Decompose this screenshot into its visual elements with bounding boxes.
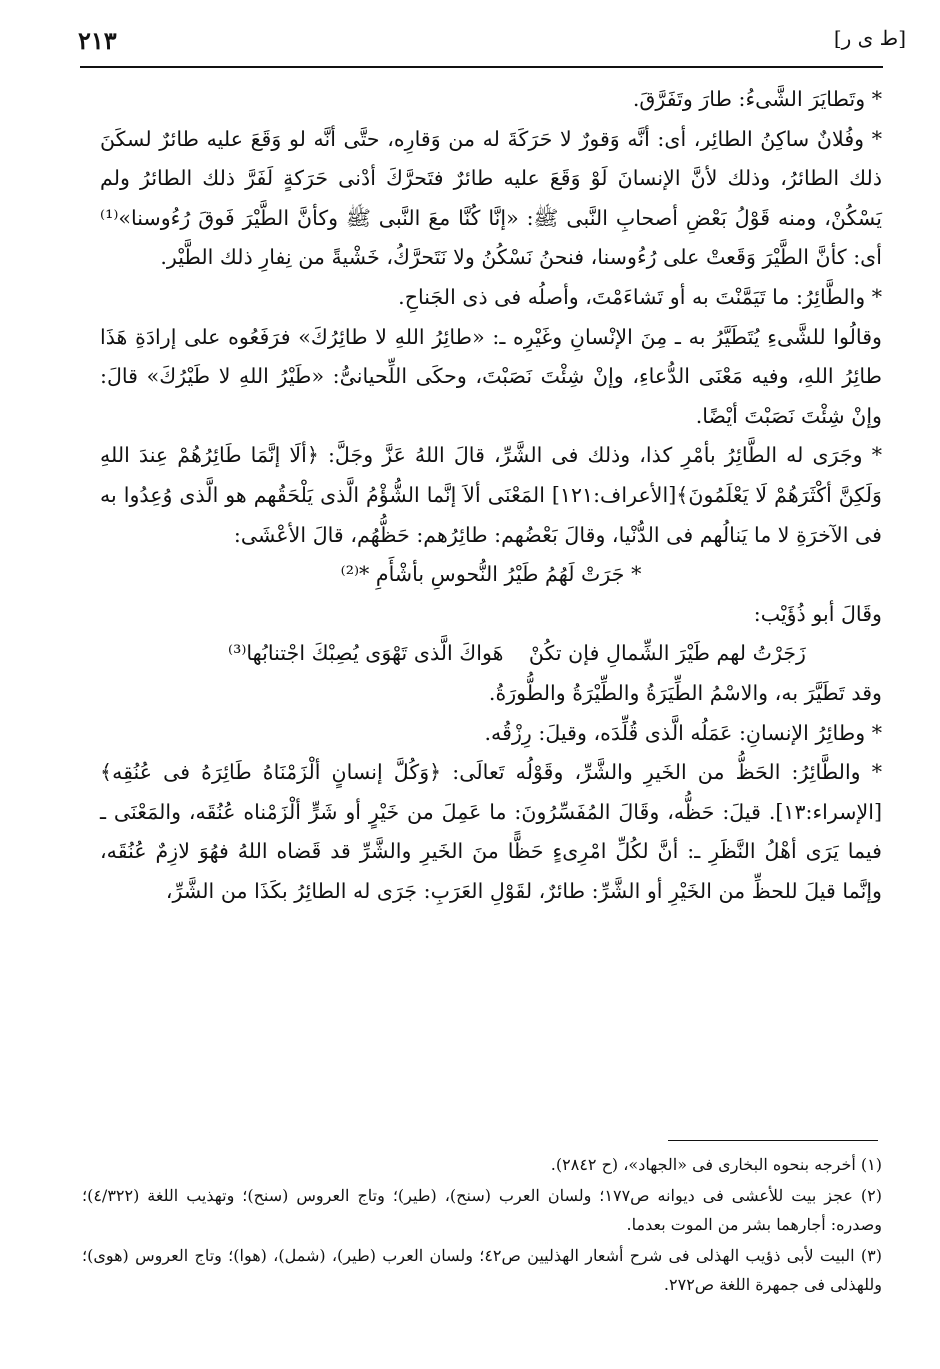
verse-first-hemistich: زَجَرْتُ لهم طَيْرَ الشِّمالِ فإن تكُنْ xyxy=(528,641,806,666)
footnote: (٢) عجز بيت للأعشى فى ديوانه ص١٧٧؛ ولسان العرب (سنح)، (طير)؛ وتاج العروس (سنح)؛ وتهذيب اللغة (٤/٣٢٢)؛ وصدره: أجارهما بشر من الموت بعدما. xyxy=(82,1186,882,1234)
footnotes xyxy=(82,1150,882,1301)
paragraph: وقالُوا للشَّىءِ يُتَطَيَّرُ به ـ مِنَ الإنْسانِ وغَيْرِه ـ: «طائِرُ اللهِ لا طائِرُكَ» فرَفَعُوه على إرادَةِ هَذَا طائِرُ اللهِ، وفيه مَعْنَى الدُّعاءِ، وإنْ شِئْتَ نَصَبْتَ، وحكَى اللِّحيانىُّ: «طَيْرُ اللهِ لا طَيْرُكَ» قالَ: وإنْ شِئْتَ نَصَبْتَ أيْضًا. xyxy=(100,324,882,428)
footnote: (٣) البيت لأبى ذؤيب الهذلى فى شرح أشعار الهذليين ص٤٢؛ ولسان العرب (طير)، (شمل)، (هوا)؛ وتاج العروس (هوى)؛ وللهذلى فى جمهرة اللغة ص٢٧٢. xyxy=(82,1246,883,1294)
paragraph: * وتَطايَرَ الشَّىءُ: طارَ وتَفَرَّقَ. xyxy=(632,87,882,111)
header-rule xyxy=(80,66,883,68)
paragraph: * والطَّائِرُ: ما تَيَمَّنْتَ به أو تَشاءَمْتَ، وأصلُه فى ذى الجَناحِ. xyxy=(398,284,882,309)
page-number: ٢١٣ xyxy=(78,26,117,55)
verse-abu-dhuayb xyxy=(100,634,882,674)
paragraph: * وفُلانٌ ساكِنُ الطائِر، أى: أنَّه وَقورٌ لا حَرَكَةَ له من وَقارِه، حتَّى أنَّه لو وَقَعَ عليه طائرٌ لسكَنَ ذلك الطائرُ، وذلك لأنَّ الإنسانَ لَوْ وَقَعَ عليه طائرٌ فتَحرَّكَ أدْنى حَرَكةٍ لَفَرَّ ذلك الطائرُ ولم يَسْكُنْ، ومنه قَوْلُ بَعْضِ أصحابِ النَّبى ﷺ: «إنَّا كُنَّا معَ النَّبى ﷺ وكأنَّ الطَّيْرَ فَوقَ رُءُوسنا»⁽¹⁾ أى: كأنَّ الطَّيْرَ وَقَعتْ على رُءُوسنا، فنحنُ نَسْكُنُ ولا نَتَحرَّكُ، خَشْيةً من نِفارِ ذلك الطَّيْر. xyxy=(100,126,883,270)
paragraph: وقد تَطَيَّرَ به، والاسْمُ الطِّيَرَةُ والطِّيْرَةُ والطُّورَةُ. xyxy=(488,680,882,705)
paragraph: * وجَرَى له الطَّائِرُ بأمْرِ كذا، وذلك فى الشَّرِّ، قالَ اللهُ عَزَّ وجَلَّ: ﴿ألَا إنَّمَا طَائِرُهُمْ عِندَ اللهِ وَلَكِنَّ أكْثَرَهُمْ لَا يَعْلَمُونَ﴾[الأعراف:١٢١] المَعْنَى ألاَ إنَّما الشُّؤْمُ الَّذى يَلْحَقُهم هو الَّذى وُعِدُوا به فى الآخرَةِ لا ما يَنالُهم فى الدُّنْيا، وقالَ بَعْضُهم: طائِرُهم: حَظُّهُم، قالَ الأعْشَى: xyxy=(100,443,883,547)
section-label: [ط ى ر] xyxy=(833,26,906,50)
main-text xyxy=(100,80,882,911)
paragraph: * وطائِرُ الإنسانِ: عَمَلُه الَّذى قُلِّدَه، وقيلَ: رِزْقُه. xyxy=(484,720,882,745)
verse-intro: وقَالَ أبو ذُؤَيْب: xyxy=(753,601,882,626)
footnote: (١) أخرجه بنحوه البخارى فى «الجهاد»، (ح ٢٨٤٢). xyxy=(550,1155,882,1174)
verse-alasha: * جَرَتْ لَهُمُ طَيْرُ النُّحوسِ بأشْأَمِ *⁽²⁾ xyxy=(340,562,642,587)
paragraph: * والطَّائِرُ: الحَظُّ من الخَيرِ والشَّرِّ، وقَوْلُه تَعالَى: ﴿وَكُلَّ إنسانٍ ألْزَمْنَاهُ طَائِرَهُ فى عُنُقِه﴾ [الإسراء:١٣]. قيلَ: حَظُّه، وقَالَ المُفَسِّرُونَ: ما عَمِلَ من خَيْرٍ أو شَرٍّ ألْزَمْناه عُنُقَه، والمَعْنَى ـ فيما يَرَى أهْلُ النَّظَرِ ـ: أنَّ لكُلِّ امْرِىءٍ حَظًّا منَ الخَيرِ والشَّرِّ قد قَضاه اللهُ فهُوَ لازِمٌ عُنُقَه، وإنَّما قيلَ للحظِّ من الخَيْرِ أو الشَّرِّ: طائرٌ، لقَوْلِ العَرَبِ: جَرَى له الطائِرُ بكَذَا من الشَّرِّ، xyxy=(100,760,882,903)
footnote-rule xyxy=(668,1140,878,1141)
verse-second-hemistich: هَواكَ الَّذى تَهْوَى يُصِبْكَ اجْتنابُها⁽³⁾ xyxy=(228,641,504,666)
